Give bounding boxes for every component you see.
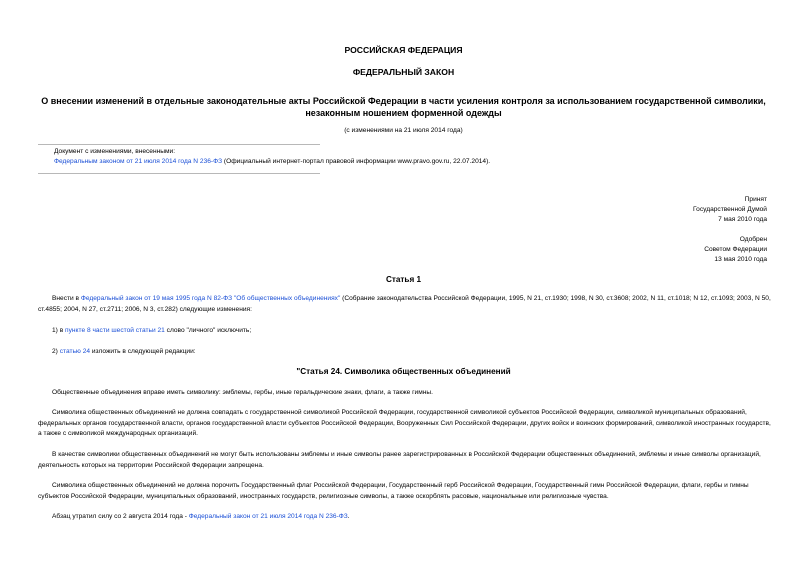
duma-adoption <box>693 195 767 225</box>
doc-changes-publication: (Официальный интернет-портал правовой информации www.pravo.gov.ru, 22.07.2014). <box>222 158 491 165</box>
repealed-note-end: . <box>347 513 350 520</box>
approved-label: Одобрен <box>739 236 767 243</box>
item-1-prefix: 1) в <box>52 327 66 334</box>
divider-top <box>38 144 320 145</box>
item-2-rest: изложить в следующей редакции: <box>90 348 196 355</box>
article-1-item-1 <box>38 326 772 337</box>
article-1-intro <box>38 294 772 315</box>
item-2-prefix: 2) <box>52 348 60 355</box>
article-24-paragraph-4: Символика общественных объединений не должна порочить Государственный флаг Российской Федерации, Государственный герб Российской Федерации, Государственный гимн Российской Федерации, флаги, гербы и гимны субъектов Российской Федерации, муниципальных образований, иностранных государств, религиозные символы, а также оскорблять расовые, национальные или религиозные чувства. <box>38 482 749 500</box>
article-1-item-2 <box>38 347 772 358</box>
article-24-paragraph-3: В качестве символики общественных объединений не могут быть использованы эмблемы и иные символы ранее зарегистрированных в Российской Федерации общественных объединений, эмблемы и иные символы организаций, деятельность которых на территории Российской Федерации запрещена. <box>38 451 761 469</box>
article-24-paragraph-2: Символика общественных объединений не должна совпадать с государственной символикой Российской Федерации, государственной символикой субъектов Российской Федерации, символикой муниципальных образований, федеральных органов государственной власти, органов государственной власти субъектов Российской Федерации, Вооруженных Сил Российской Федерации, других войск и воинских формирований, символикой иностранных государств, а также с символикой международных организаций. <box>38 409 771 437</box>
amendment-note: (с изменениями на 21 июля 2014 года) <box>344 127 463 134</box>
intro-prefix: Внести в <box>52 295 81 302</box>
country-heading: РОССИЙСКАЯ ФЕДЕРАЦИЯ <box>344 45 463 55</box>
article-1-heading: Статья 1 <box>385 275 422 284</box>
adopted-by: Государственной Думой <box>693 206 767 213</box>
article-24-heading: "Статья 24. Символика общественных объединений <box>296 367 511 376</box>
law-82-fz-link[interactable]: Федеральный закон от 19 мая 1995 года N 82-ФЗ "Об общественных объединениях" <box>80 295 341 302</box>
approved-date: 13 мая 2010 года <box>714 256 767 263</box>
law-type-heading: ФЕДЕРАЛЬНЫЙ ЗАКОН <box>352 67 455 77</box>
repealed-note: Абзац утратил силу со 2 августа 2014 года - <box>52 513 189 520</box>
divider-bottom <box>38 173 320 174</box>
adopted-date: 7 мая 2010 года <box>718 216 767 223</box>
adopted-label: Принят <box>744 196 767 203</box>
intro-rest: (Собрание законодательства Российской Федерации, 1995, N 21, ст.1930; 1998, N 30, ст.3608; 2002, N 11, ст.1018; N 12, ст.1093; 2003, N 50, ст.4855; 2004, N 27, ст.2711; 2006, N 3, ст.282) следующие изменения: <box>38 295 771 313</box>
doc-changes-source <box>54 157 774 167</box>
doc-changes-label: Документ с изменениями, внесенными: <box>54 148 176 155</box>
article-24-link[interactable]: статью 24 <box>59 348 91 355</box>
article-21-link[interactable]: пункте 8 части шестой статьи 21 <box>65 327 165 334</box>
law-236-fz-link[interactable]: Федеральный закон от 21 июля 2014 года N 236-ФЗ <box>188 513 348 520</box>
law-title: О внесении изменений в отдельные законодательные акты Российской Федерации в части усиления контроля за использованием государственной символики, незаконным ношением форменной одежды <box>41 96 766 118</box>
article-24-paragraph-5 <box>38 512 772 523</box>
article-24-paragraph-1: Общественные объединения вправе иметь символику: эмблемы, гербы, иные геральдические знаки, флаги, а также гимны. <box>52 389 433 396</box>
item-1-rest: слово "личного" исключить; <box>164 327 252 334</box>
approved-by: Советом Федерации <box>704 246 767 253</box>
council-approval <box>704 235 767 265</box>
amending-law-link[interactable]: Федеральным законом от 21 июля 2014 года N 236-ФЗ <box>54 158 223 165</box>
